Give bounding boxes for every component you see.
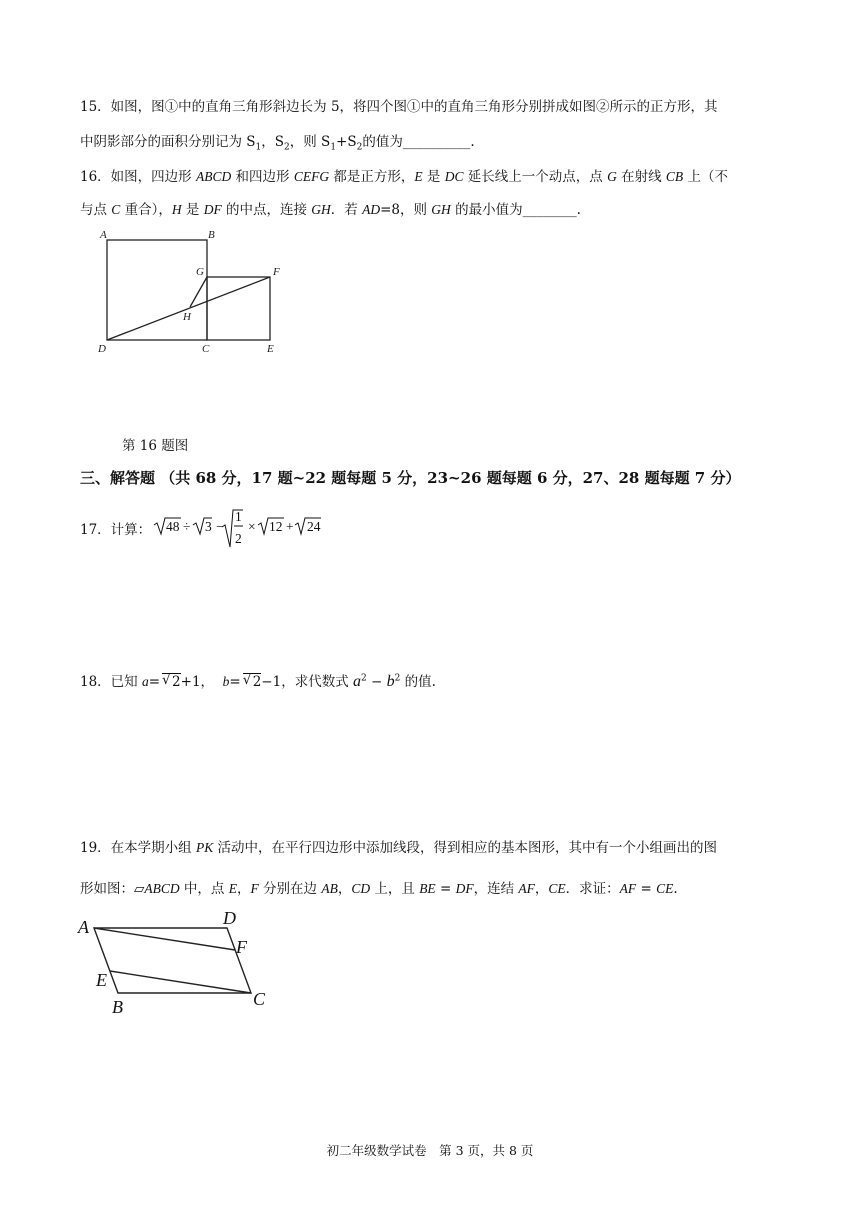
q19-line2: 形如图：▱ABCD 中，点 E，F 分别在边 AB，CD 上，且 BE = DF，连结 AF，CE．求证：AF = CE.: [80, 881, 678, 897]
segment-df: [107, 277, 270, 340]
q16-line1: 16．如图，四边形 ABCD 和四边形 CEFG 都是正方形，E 是 DC 延长线上一个动点，点 G 在射线 CB 上（不: [80, 169, 728, 185]
q16-figure: [95, 228, 295, 358]
svg-text:1: 1: [235, 509, 242, 524]
svg-text:48: 48: [166, 519, 180, 534]
label-c: C: [253, 989, 266, 1009]
label-d: D: [98, 343, 106, 355]
svg-text:−: −: [216, 519, 224, 534]
label-h: H: [183, 311, 191, 323]
segment-ce: [110, 971, 251, 993]
label-d: D: [223, 908, 236, 928]
page-footer: 初二年级数学试卷 第 3 页，共 8 页: [326, 1143, 534, 1158]
label-b: B: [208, 229, 215, 241]
q19-line1: 19．在本学期小组 PK 活动中，在平行四边形中添加线段，得到相应的基本图形，其中有一个小组画出的图: [80, 840, 718, 856]
label-e: E: [267, 343, 274, 355]
q17-label: 17．计算：: [80, 522, 152, 538]
svg-text:2: 2: [235, 531, 242, 546]
svg-text:24: 24: [307, 519, 321, 534]
label-e: E: [96, 970, 107, 990]
svg-text:×: ×: [248, 519, 256, 534]
svg-text:÷: ÷: [183, 519, 191, 534]
label-a: A: [78, 917, 89, 937]
svg-text:+: +: [286, 519, 294, 534]
parallelogram-abcd: [94, 928, 251, 993]
label-c: C: [202, 343, 210, 355]
square-abcd: [107, 240, 207, 340]
segment-af: [94, 928, 235, 950]
label-g: G: [196, 266, 204, 278]
section-3-heading: 三、解答题 （共 68 分，17 题~22 题每题 5 分，23~26 题每题 6 分，27、28 题每题 7 分）: [80, 469, 741, 487]
label-a: A: [100, 229, 107, 241]
label-f: F: [236, 937, 247, 957]
q17-expression: [150, 505, 350, 551]
svg-text:12: 12: [269, 519, 283, 534]
square-cefg: [207, 277, 270, 340]
q15-line1: 15．如图，图①中的直角三角形斜边长为 5，将四个图①中的直角三角形分别拼成如图②所示的正方形，其: [80, 99, 718, 115]
label-b: B: [112, 997, 123, 1017]
label-f: F: [273, 266, 280, 278]
q16-caption: 第 16 题图: [122, 438, 189, 454]
q19-figure: [75, 905, 285, 1020]
q16-line2: 与点 C 重合），H 是 DF 的中点，连接 GH．若 AD=8，则 GH 的最小值为________.: [80, 202, 581, 218]
q18-line: 18．已知 a= √ 2+1， b= √ 2−1，求代数式 $a^2 - b^2$ 的值.: [80, 672, 436, 690]
q16-answer-blank[interactable]: ________: [522, 202, 577, 218]
q15-answer-blank[interactable]: __________: [402, 134, 471, 150]
svg-text:3: 3: [205, 519, 212, 534]
q15-line2: 中阴影部分的面积分别记为 $S_1$，$S_2$，则 $S_1+S_2$的值为__________.: [80, 134, 475, 153]
